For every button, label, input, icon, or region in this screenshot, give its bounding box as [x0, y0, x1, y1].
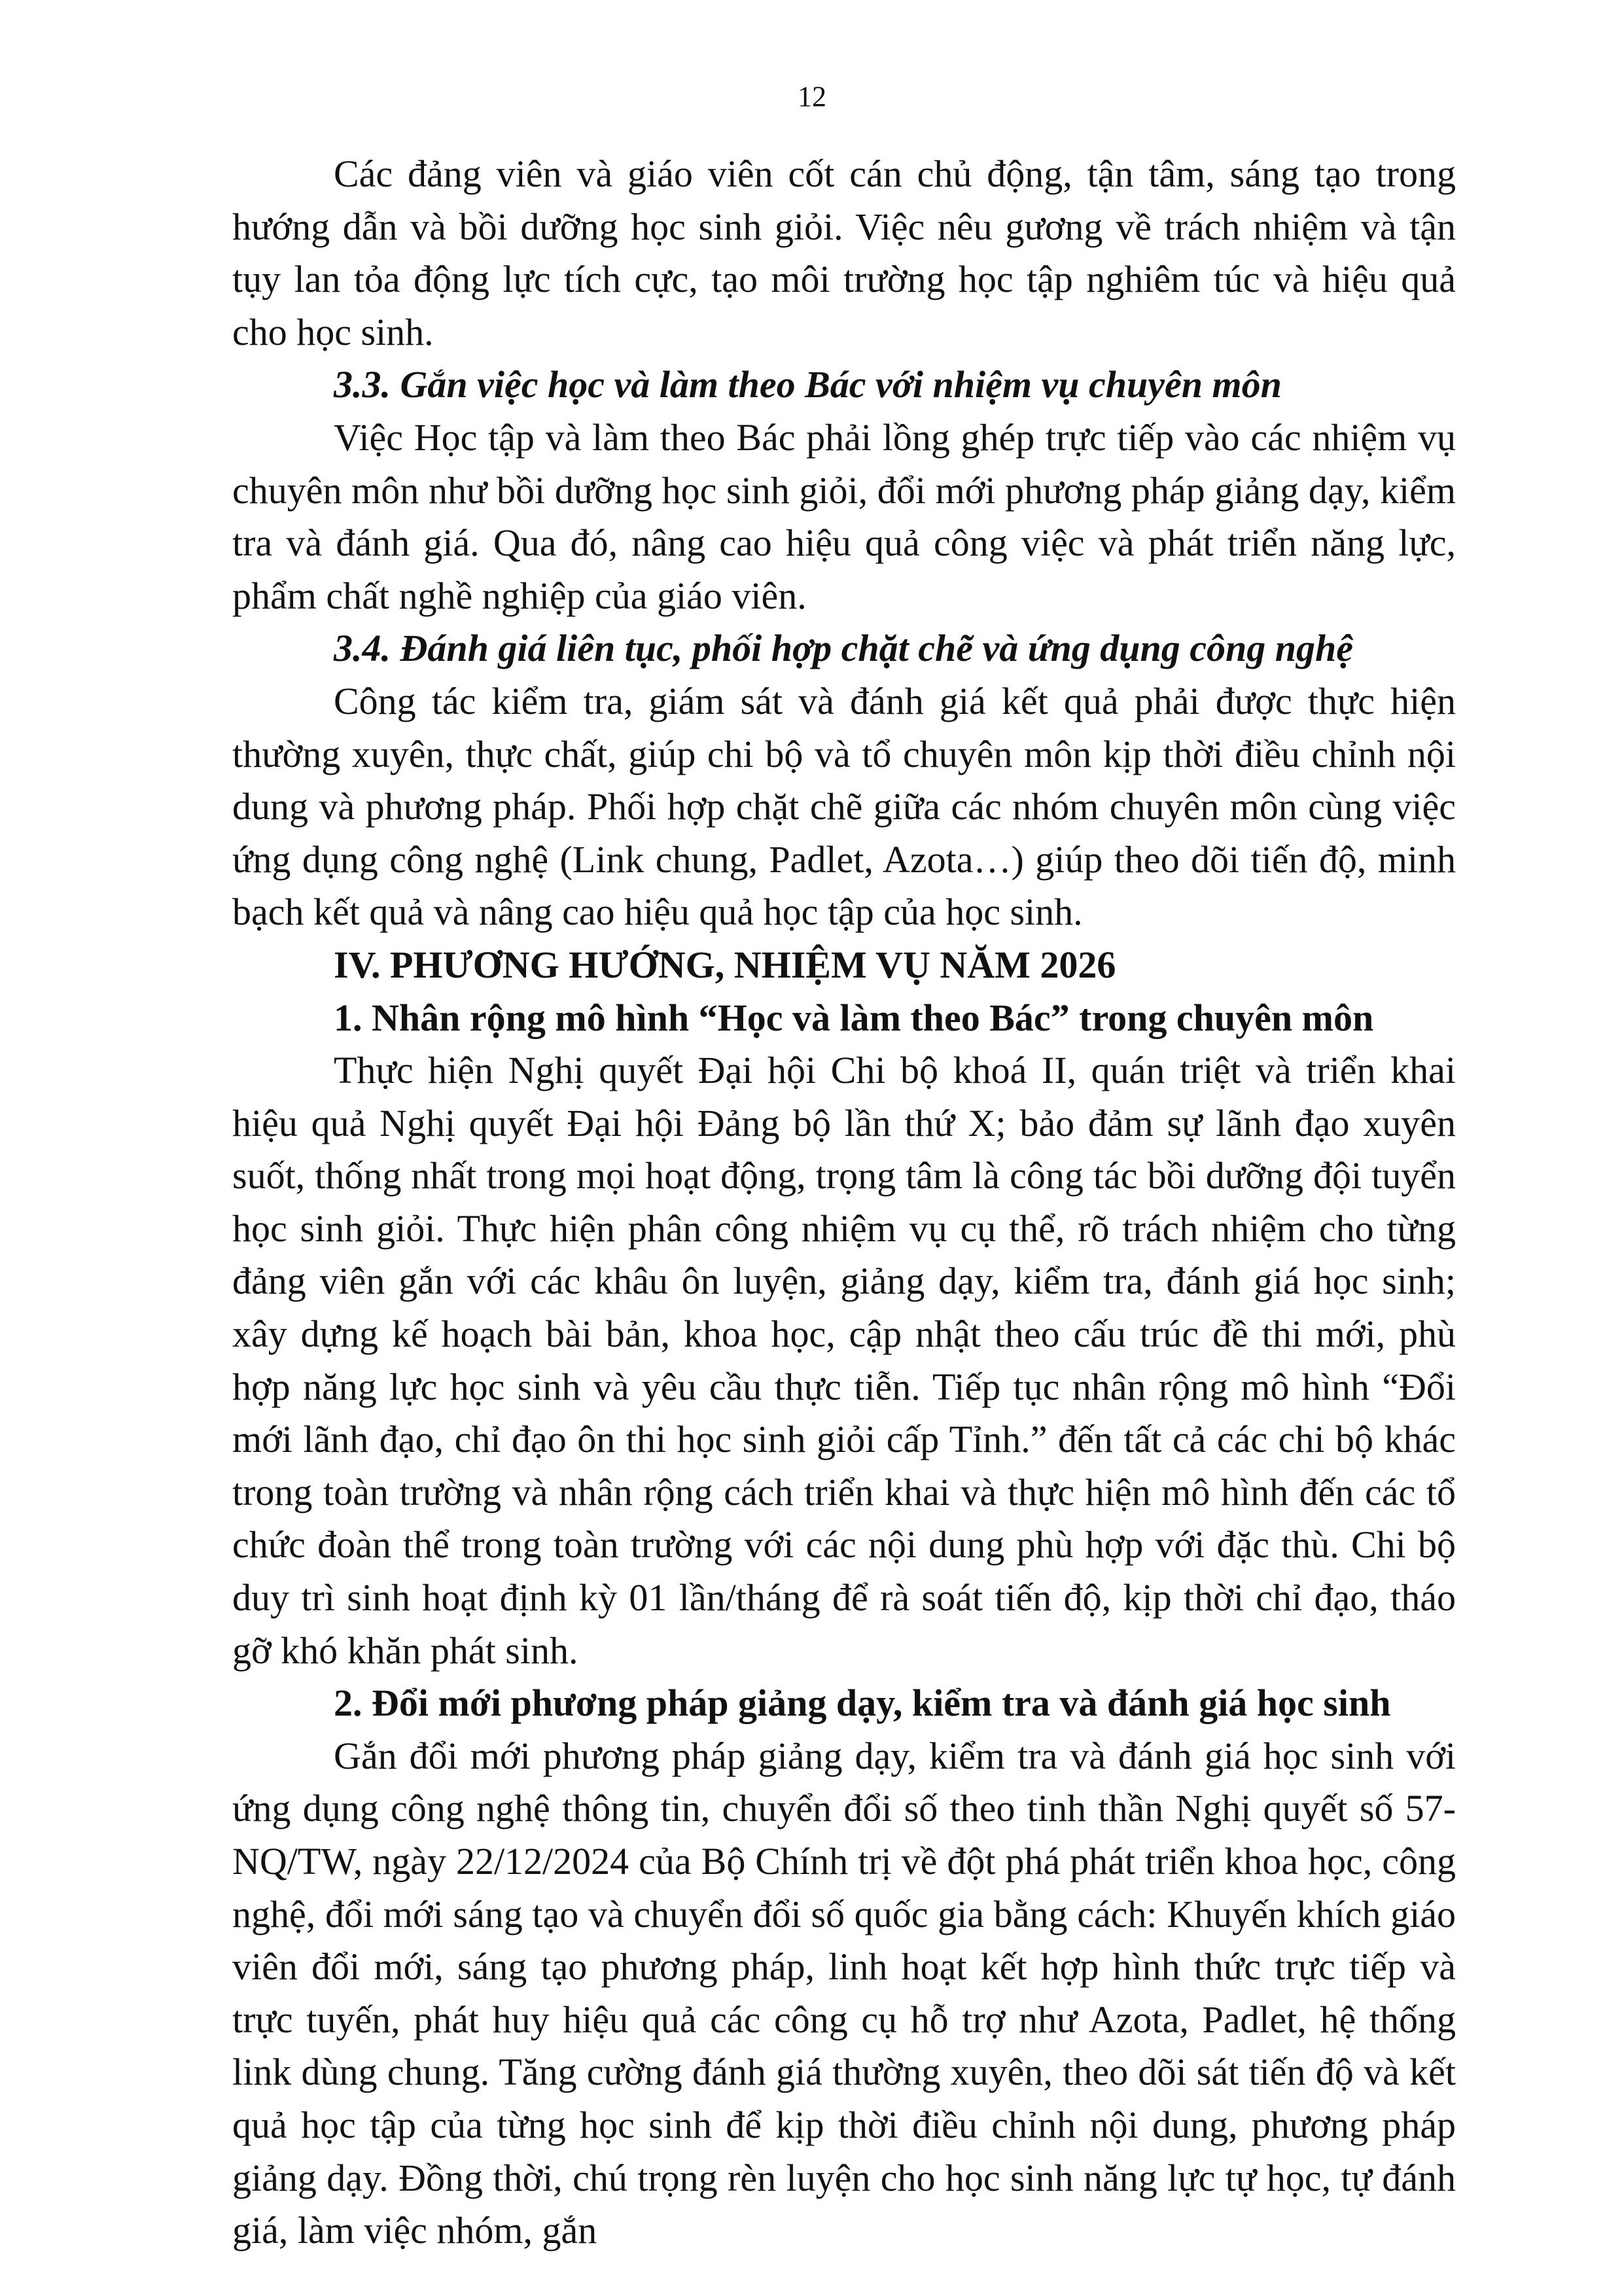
paragraph-integrate-learning: Việc Học tập và làm theo Bác phải lồng ghép trực tiếp vào các nhiệm vụ chuyên môn như bồi dưỡng học sinh giỏi, đổi mới phương pháp giảng dạy, kiểm tra và đánh giá. Qua đó, nâng cao hiệu quả công việc và phát triển năng lực, phẩm chất nghề nghiệp của giáo viên.: [232, 415, 1456, 617]
document-body: [232, 148, 1456, 2257]
paragraph-resolution: Thực hiện Nghị quyết Đại hội Chi bộ khoá II, quán triệt và triển khai hiệu quả Nghị quyết Đại hội Đảng bộ lần thứ X; bảo đảm sự lãnh đạo xuyên suốt, thống nhất trong mọi hoạt động, trọng tâm là công tác bồi dưỡng đội tuyển học sinh giỏi. Thực hiện phân công nhiệm vụ cụ thể, rõ trách nhiệm cho từng đảng viên gắn với các khâu ôn luyện, giảng dạy, kiểm tra, đánh giá học sinh; xây dựng kế hoạch bài bản, khoa học, cập nhật theo cấu trúc đề thi mới, phù hợp năng lực học sinh và yêu cầu thực tiễn. Tiếp tục nhân rộng mô hình “Đổi mới lãnh đạo, chỉ đạo ôn thi học sinh giỏi cấp Tỉnh.” đến tất cả các chi bộ khác trong toàn trường và nhân rộng cách triển khai và thực hiện mô hình đến các tổ chức đoàn thể trong toàn trường với các nội dung phù hợp với đặc thù. Chi bộ duy trì sinh hoạt định kỳ 01 lần/tháng để rà soát tiến độ, kịp thời chỉ đạo, tháo gỡ khó khăn phát sinh.: [232, 1049, 1456, 1672]
paragraph-exemplary-teachers: Các đảng viên và giáo viên cốt cán chủ động, tận tâm, sáng tạo trong hướng dẫn và bồi dưỡng học sinh giỏi. Việc nêu gương về trách nhiệm và tận tụy lan tỏa động lực tích cực, tạo môi trường học tập nghiêm túc và hiệu quả cho học sinh.: [232, 152, 1456, 353]
heading-2-innovate-methods: 2. Đổi mới phương pháp giảng dạy, kiểm tra và đánh giá học sinh: [334, 1682, 1391, 1725]
paragraph-evaluation: Công tác kiểm tra, giám sát và đánh giá kết quả phải được thực hiện thường xuyên, thực chất, giúp chi bộ và tổ chuyên môn kịp thời điều chỉnh nội dung và phương pháp. Phối hợp chặt chẽ giữa các nhóm chuyên môn cùng việc ứng dụng công nghệ (Link chung, Padlet, Azota…) giúp theo dõi tiến độ, minh bạch kết quả và nâng cao hiệu quả học tập của học sinh.: [232, 679, 1456, 934]
subheading-3-3: 3.3. Gắn việc học và làm theo Bác với nhiệm vụ chuyên môn: [334, 363, 1282, 406]
page-number: 12: [798, 80, 826, 113]
subheading-3-4: 3.4. Đánh giá liên tục, phối hợp chặt chẽ và ứng dụng công nghệ: [334, 627, 1353, 670]
heading-1-replicate-model: 1. Nhân rộng mô hình “Học và làm theo Bác” trong chuyên môn: [334, 996, 1374, 1039]
paragraph-innovation: Gắn đổi mới phương pháp giảng dạy, kiểm tra và đánh giá học sinh với ứng dụng công nghệ thông tin, chuyển đổi số theo tinh thần Nghị quyết số 57-NQ/TW, ngày 22/12/2024 của Bộ Chính trị về đột phá phát triển khoa học, công nghệ, đổi mới sáng tạo và chuyển đổi số quốc gia bằng cách: Khuyến khích giáo viên đổi mới, sáng tạo phương pháp, linh hoạt kết hợp hình thức trực tiếp và trực tuyến, phát huy hiệu quả các công cụ hỗ trợ như Azota, Padlet, hệ thống link dùng chung. Tăng cường đánh giá thường xuyên, theo dõi sát tiến độ và kết quả học tập của từng học sinh để kịp thời điều chỉnh nội dung, phương pháp giảng dạy. Đồng thời, chú trọng rèn luyện cho học sinh năng lực tự học, tự đánh giá, làm việc nhóm, gắn: [232, 1734, 1456, 2252]
section-heading-iv: IV. PHƯƠNG HƯỚNG, NHIỆM VỤ NĂM 2026: [334, 943, 1116, 986]
